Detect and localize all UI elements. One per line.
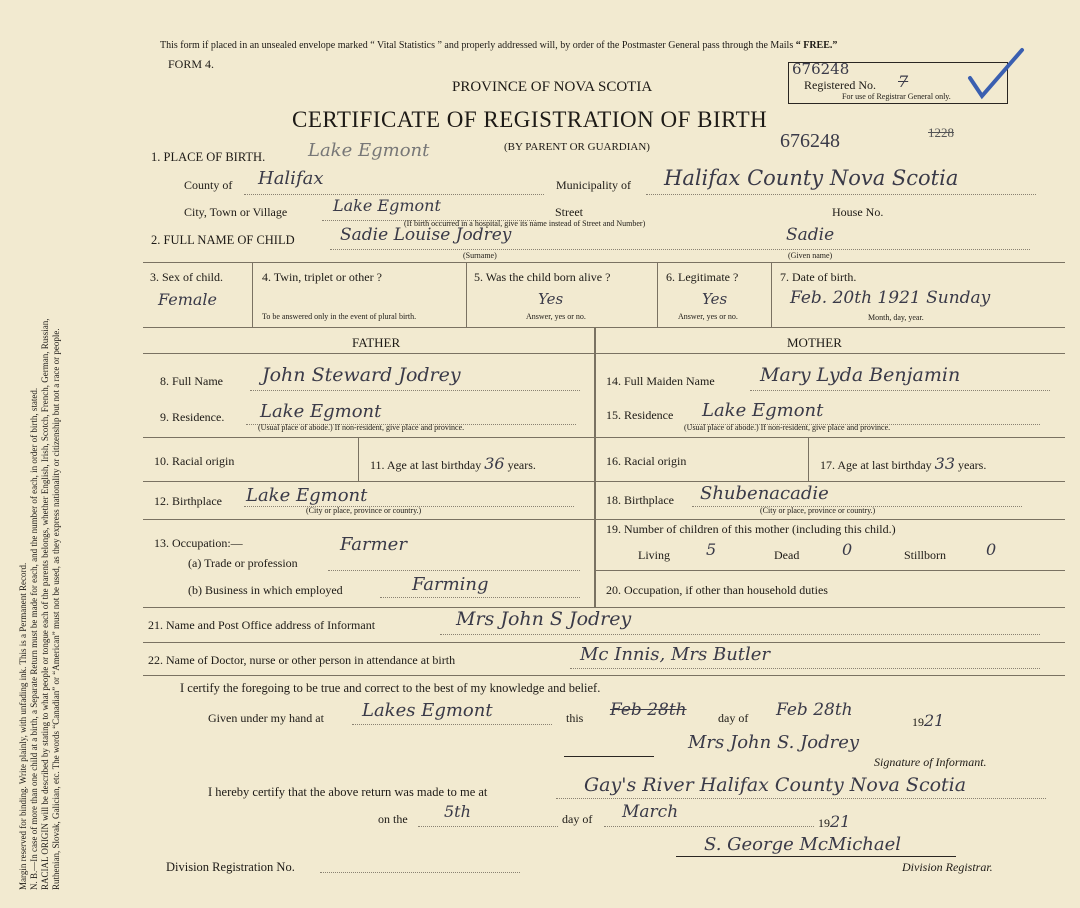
date-of-birth-value: Feb. 20th 1921 Sunday	[790, 288, 991, 308]
check-mark-icon	[966, 44, 1026, 100]
this-label: this	[566, 711, 584, 725]
date-of-birth-note: Month, day, year.	[868, 313, 924, 322]
registered-hand-number: 676248	[792, 60, 850, 78]
place-of-birth-label: 1. PLACE OF BIRTH.	[151, 150, 266, 164]
year-prefix-2: 19	[818, 816, 830, 830]
month-line	[604, 826, 814, 827]
mother-birthplace-label: 18. Birthplace	[606, 493, 674, 507]
doctor-value: Mc Innis, Mrs Butler	[580, 644, 771, 665]
twin-note: To be answered only in the event of plural birth.	[262, 312, 417, 321]
registered-label: Registered No.	[804, 78, 876, 92]
rule	[143, 353, 1065, 354]
given-place-value: Lakes Egmont	[362, 700, 493, 721]
rule	[143, 327, 1065, 328]
margin-note: RACIAL ORIGIN will be described by stating to what people or tongue each of the parents belongs, whether English, Irish, Scotch, French, German, Russian,	[40, 318, 50, 890]
hereby-certify-label: I hereby certify that the above return was made to me at	[208, 785, 488, 799]
city-label: City, Town or Village	[184, 205, 288, 219]
mother-name-line	[750, 390, 1050, 391]
signature-label: Signature of Informant.	[874, 755, 987, 769]
rule	[143, 481, 594, 482]
mother-residence-note: (Usual place of abode.) If non-resident, give place and province.	[684, 423, 891, 432]
registrar-signature: S. George McMichael	[704, 834, 902, 855]
margin-note: N. B.—In case of more than one child at a birth, a Separate Return must be made for each, and the number of each, in order of birth, stated.	[29, 387, 39, 890]
municipality-label: Municipality of	[556, 178, 631, 192]
father-age-value: 36	[484, 454, 505, 473]
given-place-line	[352, 724, 552, 725]
mother-heading: MOTHER	[787, 335, 842, 350]
rule	[771, 262, 772, 327]
hospital-note: (If birth occurred in a hospital, give its name instead of Street and Number)	[404, 219, 646, 228]
child-name-line	[330, 249, 1030, 250]
year-value: 21	[924, 711, 945, 730]
mother-name-value: Mary Lyda Benjamin	[760, 364, 961, 386]
father-birthplace-label: 12. Birthplace	[154, 494, 222, 508]
crossed-number: 1228	[928, 125, 954, 140]
sex-label: 3. Sex of child.	[150, 270, 223, 284]
form-number: FORM 4.	[168, 57, 215, 71]
father-name-value: John Steward Jodrey	[262, 364, 461, 386]
trade-value: Farmer	[340, 534, 407, 555]
county-line	[244, 194, 544, 195]
day-value: Feb 28th	[776, 700, 853, 720]
business-line	[380, 597, 580, 598]
twin-label: 4. Twin, triplet or other ?	[262, 270, 382, 284]
born-alive-note: Answer, yes or no.	[526, 312, 586, 321]
mother-birthplace-value: Shubenacadie	[700, 483, 829, 504]
rule	[564, 756, 654, 757]
rule	[143, 262, 1065, 263]
trade-label: (a) Trade or profession	[188, 556, 298, 570]
legitimate-value: Yes	[702, 290, 728, 308]
father-name-label: 8. Full Name	[160, 374, 223, 388]
child-name-label: 2. FULL NAME OF CHILD	[151, 233, 295, 247]
father-residence-value: Lake Egmont	[260, 401, 382, 422]
surname-note: (Surname)	[463, 251, 497, 260]
rule	[143, 519, 594, 520]
father-heading: FATHER	[352, 335, 401, 350]
mother-racial-origin-label: 16. Racial origin	[606, 454, 687, 468]
certificate-subtitle: (BY PARENT OR GUARDIAN)	[504, 141, 650, 153]
living-value: 5	[706, 540, 717, 559]
mother-occupation-label: 20. Occupation, if other than household duties	[606, 583, 828, 597]
dead-label: Dead	[774, 548, 800, 562]
born-alive-label: 5. Was the child born alive ?	[474, 270, 611, 284]
hereby-place-value: Gay's River Halifax County Nova Scotia	[584, 774, 967, 796]
province-heading: PROVINCE OF NOVA SCOTIA	[452, 79, 653, 95]
division-registrar-label: Division Registrar.	[902, 860, 993, 874]
years-label: years.	[507, 458, 536, 472]
father-age-text: 11. Age at last birthday	[370, 458, 482, 472]
rule	[143, 437, 594, 438]
mother-age-text: 17. Age at last birthday	[820, 458, 932, 472]
mother-age-value: 33	[934, 454, 956, 473]
rule	[143, 642, 1065, 643]
mother-residence-label: 15. Residence	[606, 408, 674, 422]
informant-signature: Mrs John S. Jodrey	[688, 732, 860, 753]
years-label: years.	[958, 458, 987, 472]
sex-value: Female	[158, 290, 217, 309]
margin-notes	[18, 10, 62, 890]
rule	[143, 675, 1065, 676]
father-name-line	[250, 390, 580, 391]
mother-name-label: 14. Full Maiden Name	[606, 374, 715, 388]
on-the-label: on the	[378, 812, 408, 826]
born-alive-value: Yes	[538, 290, 564, 308]
mother-age-label	[820, 454, 986, 473]
rule	[358, 437, 359, 481]
legitimate-label: 6. Legitimate ?	[666, 270, 739, 284]
rule	[676, 856, 956, 857]
doctor-label: 22. Name of Doctor, nurse or other person in attendance at birth	[148, 653, 456, 667]
given-name-note: (Given name)	[788, 251, 833, 260]
municipality-value: Halifax County Nova Scotia	[664, 166, 959, 190]
on-day-line	[418, 826, 558, 827]
registrar-general-note: For use of Registrar General only.	[842, 92, 951, 101]
this-crossed-value: Feb 28th	[610, 700, 687, 720]
year-label	[912, 711, 944, 730]
father-racial-origin-label: 10. Racial origin	[154, 454, 235, 468]
rule	[252, 262, 253, 327]
stillborn-label: Stillborn	[904, 548, 947, 562]
mail-notice	[160, 40, 837, 51]
father-age-label	[370, 454, 536, 473]
rule	[594, 570, 1065, 571]
date-of-birth-label: 7. Date of birth.	[780, 270, 857, 284]
living-label: Living	[638, 548, 670, 562]
business-label: (b) Business in which employed	[188, 583, 343, 597]
father-birthplace-value: Lake Egmont	[246, 485, 368, 506]
given-under-label: Given under my hand at	[208, 711, 324, 725]
street-label: Street	[555, 205, 583, 219]
doctor-line	[570, 668, 1040, 669]
municipality-line	[646, 194, 1036, 195]
mother-residence-value: Lake Egmont	[702, 400, 824, 421]
place-of-birth-value: Lake Egmont	[308, 140, 430, 161]
on-day-value: 5th	[444, 802, 471, 821]
mail-notice-text: This form if placed in an unsealed envelope marked “ Vital Statistics ” and properly addressed will, by order of the Postmaster General pass through the Mails	[160, 40, 794, 51]
year-value-2: 21	[830, 812, 851, 831]
county-value: Halifax	[258, 168, 324, 189]
day-of-label-2: day of	[562, 812, 593, 826]
legitimate-note: Answer, yes or no.	[678, 312, 738, 321]
margin-note: Margin reserved for binding. Write plainly, with unfading ink. This is a Permanent Record.	[18, 562, 28, 890]
rule	[657, 262, 658, 327]
children-count-label: 19. Number of children of this mother (including this child.)	[606, 522, 896, 536]
rule	[594, 327, 596, 607]
father-birthplace-note: (City or place, province or country.)	[306, 506, 422, 515]
informant-label: 21. Name and Post Office address of Informant	[148, 618, 376, 632]
year-prefix: 19	[912, 715, 924, 729]
stillborn-value: 0	[986, 540, 997, 559]
day-of-label: day of	[718, 711, 749, 725]
rule	[594, 519, 1065, 520]
division-registration-label: Division Registration No.	[166, 860, 295, 874]
mother-birthplace-note: (City or place, province or country.)	[760, 506, 876, 515]
rule	[466, 262, 467, 327]
division-registration-line	[320, 872, 520, 873]
father-residence-label: 9. Residence.	[160, 410, 225, 424]
stamped-number: 676248	[780, 130, 840, 152]
father-occupation-label: 13. Occupation:—	[154, 536, 243, 550]
registered-crossed: 7	[898, 72, 909, 91]
certificate-title: CERTIFICATE OF REGISTRATION OF BIRTH	[292, 107, 768, 132]
month-value: March	[622, 802, 679, 822]
child-given-value: Sadie	[786, 225, 835, 245]
business-value: Farming	[412, 574, 489, 595]
informant-line	[440, 634, 1040, 635]
rule	[594, 437, 1065, 438]
rule	[594, 481, 1065, 482]
rule	[808, 437, 809, 481]
county-label: County of	[184, 178, 233, 192]
margin-note: Ruthenian, Slovak, Galician, etc. The words “Canadian” or “American” must not be used, as they express nationality or citizenship but not a race or people.	[51, 328, 61, 890]
city-value: Lake Egmont	[333, 196, 441, 215]
certify-statement: I certify the foregoing to be true and correct to the best of my knowledge and belief.	[180, 681, 601, 695]
child-surname-value: Sadie Louise Jodrey	[340, 225, 512, 245]
hereby-place-line	[556, 798, 1046, 799]
father-residence-note: (Usual place of abode.) If non-resident, give place and province.	[258, 423, 465, 432]
house-number-label: House No.	[832, 205, 884, 219]
mail-notice-free: “ FREE.”	[795, 40, 838, 51]
informant-value: Mrs John S Jodrey	[456, 608, 632, 630]
dead-value: 0	[842, 540, 853, 559]
year-label-2	[818, 812, 850, 831]
trade-line	[328, 570, 580, 571]
